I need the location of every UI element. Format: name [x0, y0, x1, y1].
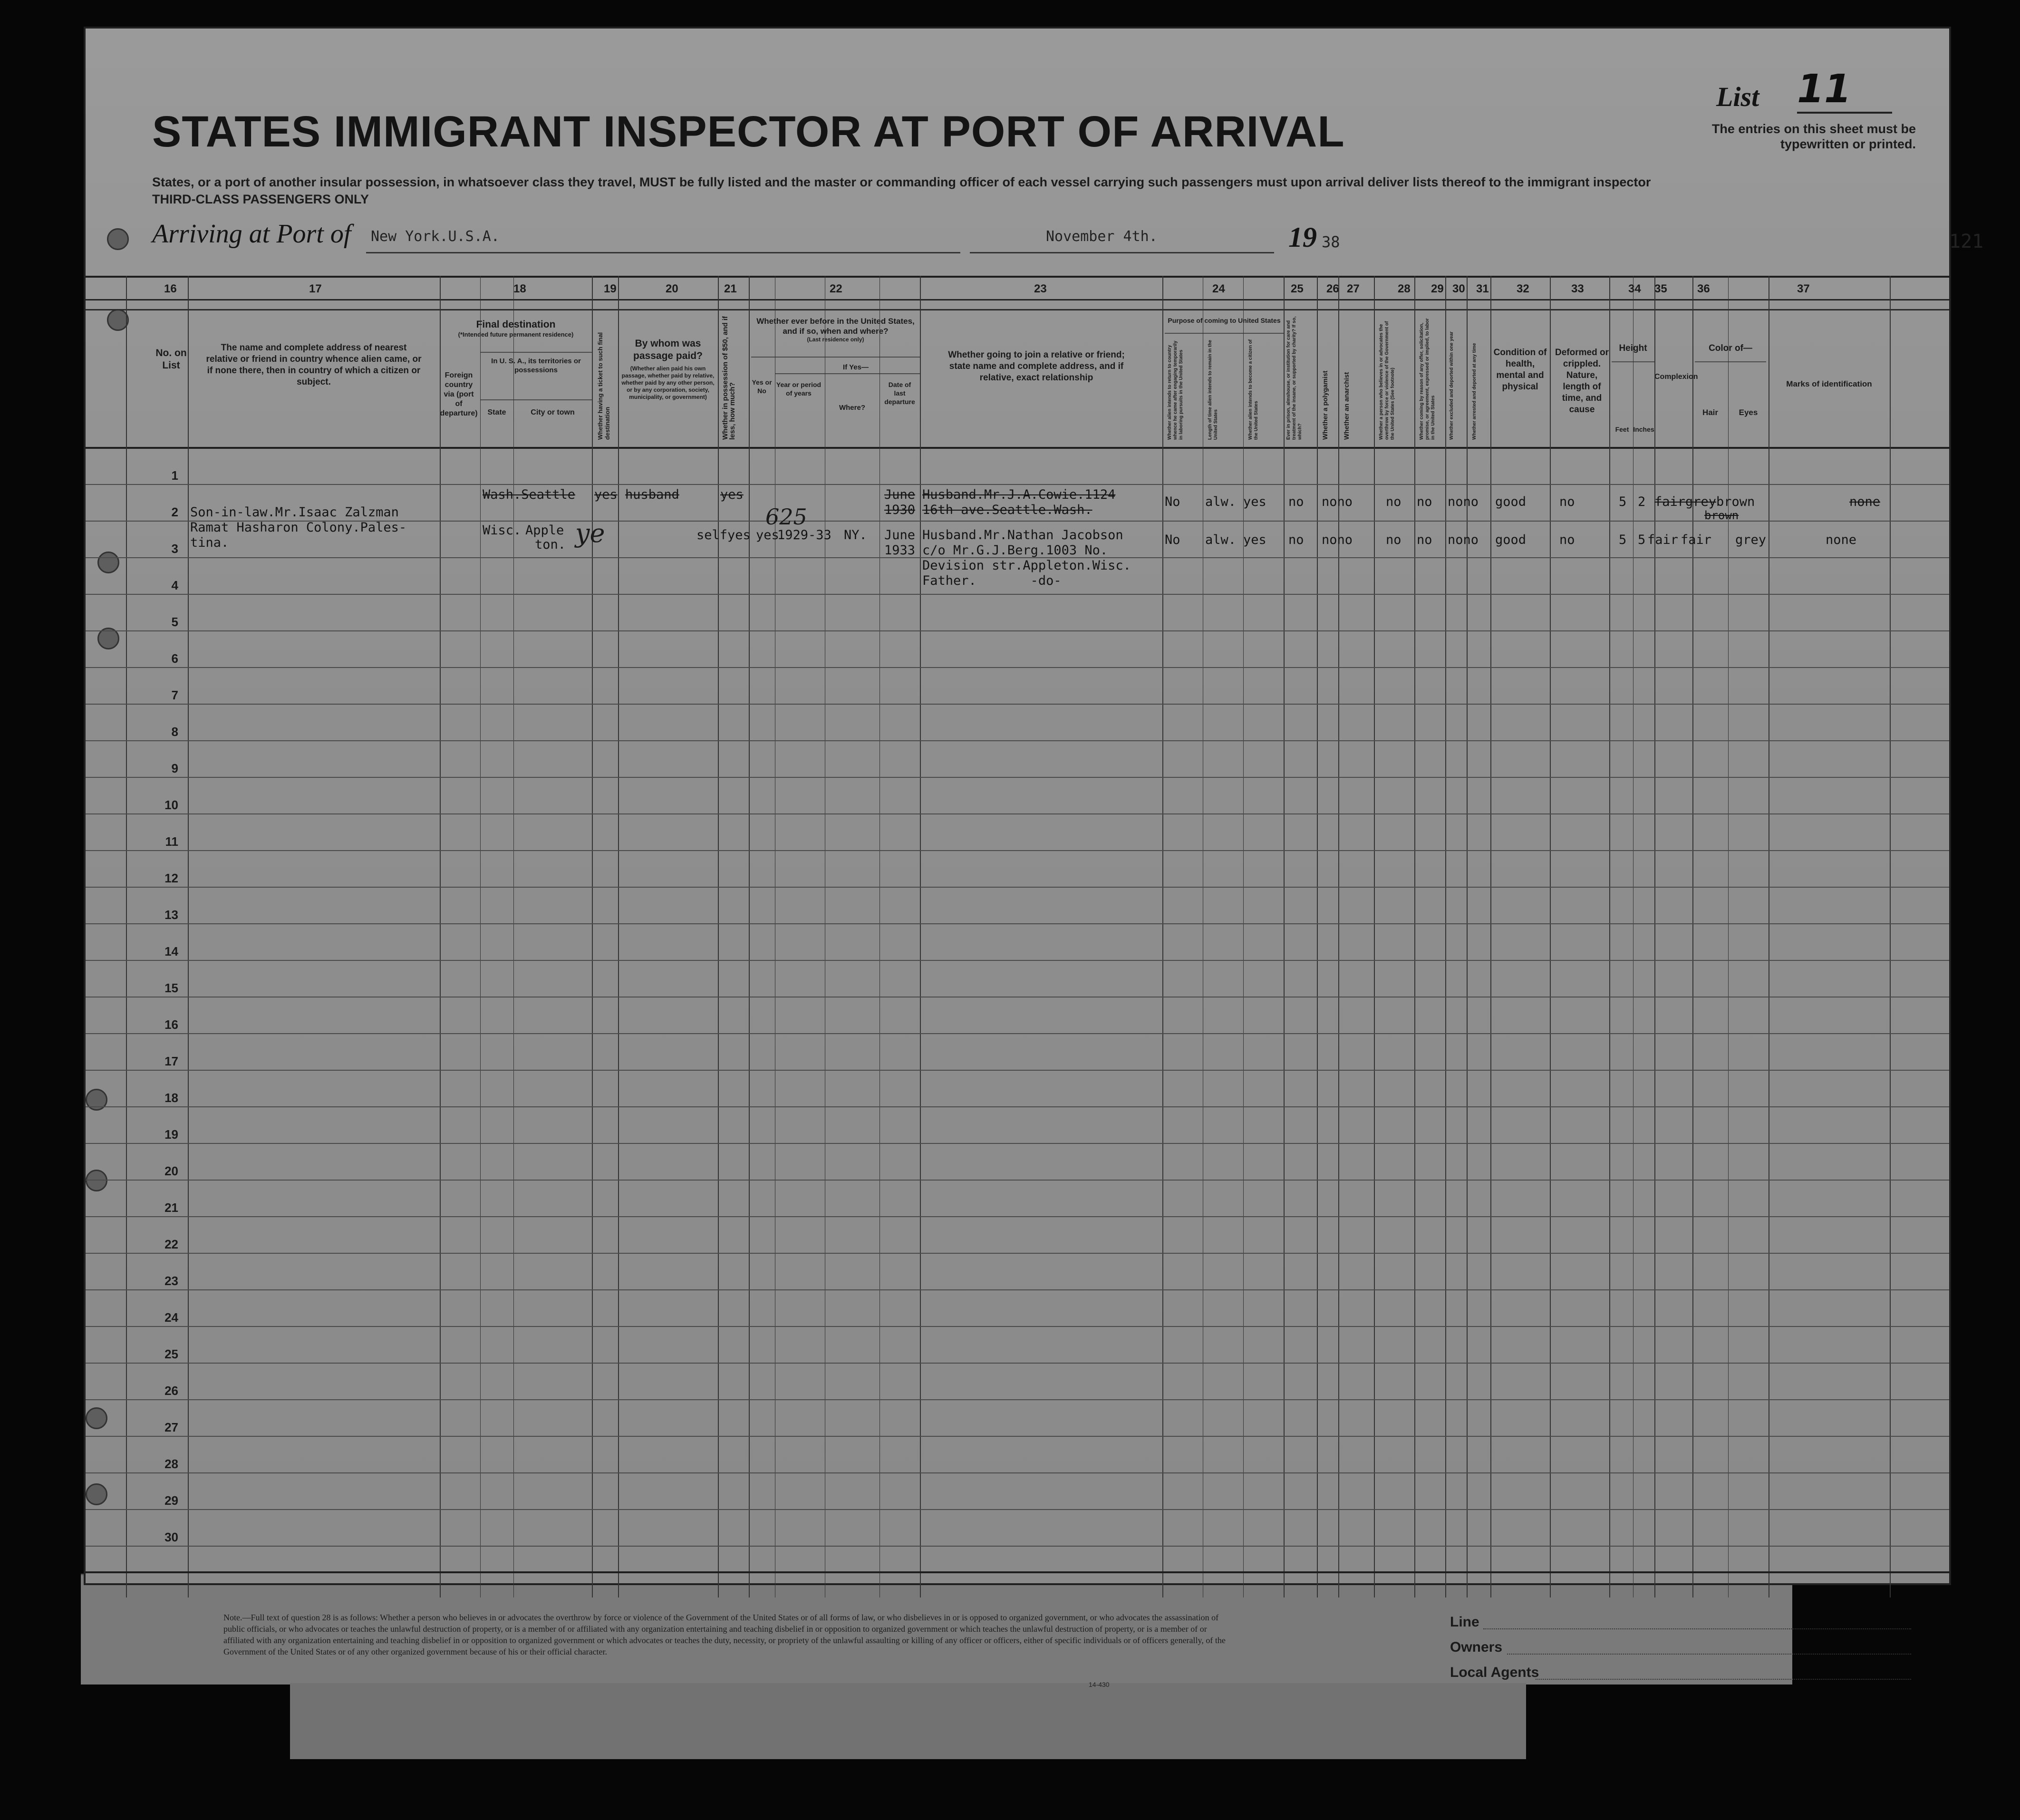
local-agents-label: Local Agents [1450, 1665, 1539, 1680]
passage-paid-title: By whom was passage paid? [633, 338, 703, 361]
header-ever-before [751, 316, 920, 343]
page-title: STATES IMMIGRANT INSPECTOR AT PORT OF ARRIVAL [152, 107, 1345, 156]
ever-before-title: Whether ever before in the United States, and if so, when and where? [756, 317, 915, 336]
row-number: 13 [164, 908, 178, 922]
row-rule [86, 1033, 1949, 1034]
row-rule [86, 1436, 1949, 1437]
punch-hole [86, 1483, 107, 1505]
r1-deformed: no [1559, 494, 1575, 509]
header-period: Year or period of years [776, 381, 822, 397]
r2-ticket-handwritten: ye [575, 518, 605, 548]
arrival-date: November 4th. [1046, 228, 1158, 245]
column-number: 36 [1697, 282, 1710, 295]
page-number: 121 [1949, 231, 1984, 252]
r2-last-departure: June [884, 528, 916, 542]
r2-complexion: fair [1647, 532, 1679, 547]
row-rule [86, 960, 1949, 961]
row-number: 26 [164, 1384, 178, 1398]
row-number: 1 [171, 468, 178, 483]
row-rule [86, 594, 1949, 595]
row-rule [86, 1289, 1949, 1290]
row-rule [86, 1216, 1949, 1217]
header-date-departure: Date of last departure [884, 381, 915, 406]
subheader-rule [86, 309, 1949, 310]
row-rule [86, 484, 1949, 485]
r1-citizen: yes [1243, 494, 1266, 509]
ever-before-note: (Last residence only) [807, 336, 864, 343]
row-rule [86, 630, 1949, 631]
row-rule [86, 740, 1949, 741]
column-number: 22 [830, 282, 842, 295]
column-number: 20 [666, 282, 678, 295]
header-arrested: Whether arrested and deported at any time [1472, 343, 1477, 440]
nearest-relative-line: tina. [190, 535, 229, 550]
row-rule [86, 1106, 1949, 1107]
header-city: City or town [531, 408, 575, 416]
r1-purpose: No [1165, 494, 1180, 509]
r2-last-departure: 1933 [884, 543, 916, 558]
r1-health: good [1495, 494, 1527, 509]
column-number: 27 [1347, 282, 1360, 295]
header-complexion: Complexion [1654, 373, 1698, 381]
row-rule [86, 777, 1949, 778]
header-excluded: Whether excluded and deported within one year [1449, 331, 1454, 440]
row-rule [86, 704, 1949, 705]
column-number: 32 [1517, 282, 1529, 295]
r2-prison: no [1288, 532, 1304, 547]
row-rule [86, 1070, 1949, 1071]
header-join-relative: Whether going to join a relative or friend; state name and complete address, and if relative, exact relationship [948, 350, 1125, 383]
r1-length-stay: alw. [1205, 494, 1237, 509]
header-overthrow: Whether a person who believes in or advocates the overthrow by force or violence of the Government of the United States (See footnote) [1379, 321, 1395, 440]
subheader-rule [480, 352, 592, 353]
r2-amount-handwritten: 625 [765, 504, 807, 530]
header-hair: Hair [1702, 408, 1719, 417]
agents-signature-line [1536, 1679, 1911, 1680]
date-underline [970, 252, 1274, 253]
header-feet: Feet [1615, 426, 1629, 433]
r1-excluded-arrested: nono [1448, 494, 1479, 509]
r1-overthrow: no [1386, 494, 1401, 509]
row-number: 5 [171, 615, 178, 629]
r2-join-relative: c/o Mr.G.J.Berg.1003 No. [922, 543, 1108, 558]
r1-join-relative: 16th ave.Seattle.Wash. [922, 503, 1092, 517]
column-number: 28 [1398, 282, 1411, 295]
r2-citizen: yes [1243, 532, 1266, 547]
row-rule [86, 887, 1949, 888]
subheader-rule [775, 373, 920, 374]
form-code: 14-430 [1089, 1681, 1110, 1688]
row-number: 28 [164, 1457, 178, 1471]
header-eyes: Eyes [1739, 408, 1758, 417]
row-number: 14 [164, 944, 178, 958]
column-number: 30 [1452, 282, 1465, 295]
subheader-rule [480, 399, 592, 400]
nearest-relative-line: Ramat Hasharon Colony.Pales- [190, 520, 407, 535]
port-underline [366, 252, 960, 253]
entries-note: The entries on this sheet must be typewritten or printed. [1711, 122, 1916, 151]
r2-ever-before: yes [756, 528, 779, 542]
row-rule [86, 923, 1949, 924]
r1-feet: 5 [1619, 494, 1627, 509]
r2-period: 1929-33 [777, 528, 831, 542]
row-number: 3 [171, 542, 178, 556]
punch-hole [86, 1089, 107, 1111]
punch-hole [86, 1170, 107, 1191]
header-height: Height [1619, 343, 1647, 353]
header-list-number: No. on List [155, 348, 187, 371]
r1-join-relative: Husband.Mr.J.A.Cowie.1124 [922, 487, 1116, 502]
row-number: 12 [164, 871, 178, 885]
header-final-destination [440, 319, 592, 339]
column-number: 24 [1212, 282, 1225, 295]
nearest-relative-line: Son-in-law.Mr.Isaac Zalzman [190, 505, 399, 520]
port-label: Arriving at Port of [152, 219, 351, 249]
row-number: 4 [171, 578, 178, 592]
row-rule [86, 813, 1949, 814]
r2-excluded-arrested: nono [1448, 532, 1479, 547]
row-number: 15 [164, 981, 178, 995]
subheader-rule [1165, 333, 1284, 334]
row-rule [86, 850, 1949, 851]
row-number: 17 [164, 1054, 178, 1068]
header-polygamist: Whether a polygamist [1321, 370, 1329, 440]
row-number: 8 [171, 725, 178, 739]
header-color-of: Color of— [1709, 343, 1752, 353]
line-label: Line [1450, 1614, 1479, 1630]
r2-join-relative: Husband.Mr.Nathan Jacobson [922, 528, 1123, 542]
r1-prison: no [1288, 494, 1304, 509]
r1-destination: Wash.Seattle [483, 487, 576, 502]
column-number: 21 [724, 282, 737, 295]
row-number: 19 [164, 1127, 178, 1142]
r2-join-relative: Father. -do- [922, 573, 1062, 588]
r2-hair: fair [1681, 532, 1712, 547]
header-ticket: Whether having a ticket to such final destination [597, 332, 611, 440]
header-fifty-dollars: Whether in possession of $50, and if less, how much? [721, 316, 736, 440]
r1-ticket: yes [594, 487, 618, 502]
question-28-note: Note.—Full text of question 28 is as follows: Whether a person who believes in or advocates the overthrow by force or violence of the Government of the United States or of all forms of law, or who disbelieves in or is opposed to organized government, or who advocates the assassination of public officials, or who advocates or teaches the unlawful destruction of property, or is a member of or affiliated with any organization entertaining and teaching disbelief in or opposition to organized government or which teaches the unlawful destruction of property, or is a member of or affiliated with any organization entertaining and teaching disbelief in or opposition to organized government or which advocates or teaches the duty, necessity, or propriety of the unlawful assaulting or killing of any officer or officers, either of specific individuals or of officers generally, of the Government of the United States or of any other organized government because of his or their official character. [223, 1613, 1226, 1656]
row-number: 18 [164, 1091, 178, 1105]
row-number: 11 [165, 834, 178, 849]
punch-hole [107, 228, 129, 250]
r2-fifty-dollars: yes [727, 528, 751, 542]
footer-rule [86, 1571, 1949, 1573]
row-rule [86, 667, 1949, 668]
r2-overthrow: no [1386, 532, 1401, 547]
column-number: 18 [513, 282, 526, 295]
r1-inches: 2 [1638, 494, 1646, 509]
class-line: THIRD-CLASS PASSENGERS ONLY [152, 192, 369, 206]
subheader-rule [751, 357, 920, 358]
list-label: List [1716, 81, 1759, 112]
r1-complexion: fair [1654, 494, 1686, 509]
row-rule [86, 1180, 1949, 1181]
header-anarchist: Whether an anarchist [1343, 372, 1350, 440]
header-length-stay: Length of time alien intends to remain in the United States [1208, 339, 1218, 440]
row-number: 21 [164, 1200, 178, 1215]
final-destination-title: Final destination [476, 319, 556, 330]
r1-polygamist-anarchist: nono [1322, 494, 1353, 509]
column-number: 37 [1797, 282, 1810, 295]
header-passage-paid [620, 338, 715, 401]
r1-hair: grey [1685, 494, 1717, 509]
header-state: State [487, 408, 506, 416]
column-number: 29 [1431, 282, 1444, 295]
header-labor-offer: Whether coming by reason of any offer, solicitation, promise, or agreement, expressed or implied, to labor in the United States [1419, 318, 1436, 440]
owners-label: Owners [1450, 1639, 1503, 1655]
r2-state: Wisc. [483, 523, 522, 538]
row-number: 16 [164, 1017, 178, 1032]
r1-eyes: brown [1716, 494, 1755, 509]
header-yes-no: Yes or No [752, 378, 772, 395]
r1-last-departure: 1930 [884, 503, 916, 517]
r2-passage-paid: self [696, 528, 728, 542]
r2-purpose: No [1165, 532, 1180, 547]
header-if-yes: If Yes— [843, 363, 869, 371]
row-number: 9 [171, 761, 178, 775]
row-rule [86, 1399, 1949, 1400]
column-number: 16 [164, 282, 177, 295]
subtitle-text: States, or a port of another insular possession, in whatsoever class they travel, MUST be fully listed and the master or commanding officer of each vessel carrying such passengers must upon arrival deliver lists thereof to the immigrant inspector [152, 175, 1651, 189]
punch-hole [86, 1407, 107, 1429]
list-number: 11 [1797, 67, 1892, 114]
r2-health: good [1495, 532, 1527, 547]
row-number: 22 [164, 1237, 178, 1251]
row-rule [86, 1143, 1949, 1144]
header-where: Where? [839, 404, 865, 412]
r2-deformed: no [1559, 532, 1575, 547]
column-number: 23 [1034, 282, 1047, 295]
r2-where: NY. [844, 528, 867, 542]
final-destination-note: (*Intended future permanent residence) [458, 331, 574, 338]
column-number: 17 [309, 282, 322, 295]
header-marks: Marks of identification [1786, 379, 1872, 388]
header-inches: Inches [1633, 426, 1654, 433]
header-purpose: Purpose of coming to United States [1168, 317, 1281, 324]
row-number: 2 [171, 505, 178, 519]
r2-join-relative: Devision str.Appleton.Wisc. [922, 558, 1131, 573]
line-signature-line [1483, 1628, 1911, 1629]
r2-marks: none [1826, 532, 1857, 547]
column-number: 35 [1654, 282, 1667, 295]
row-number: 29 [164, 1493, 178, 1508]
header-in-usa: In U. S. A., its territories or possessions [491, 357, 581, 374]
r1-marks: none [1849, 494, 1881, 509]
row-number: 7 [171, 688, 178, 702]
r1-eyes-correction: brown [1704, 509, 1739, 522]
column-number-row [86, 276, 1949, 300]
column-number: 33 [1571, 282, 1584, 295]
passage-paid-note: (Whether alien paid his own passage, whether paid by relative, whether paid by any other person, or by any corporation, society, municipality, or government) [621, 365, 715, 400]
page-subtitle [152, 174, 1673, 208]
row-number: 24 [164, 1310, 178, 1325]
column-number: 31 [1476, 282, 1489, 295]
header-foreign-country: Foreign country via (port of departure) [440, 371, 478, 417]
row-number: 23 [164, 1274, 178, 1288]
punch-hole [97, 552, 119, 573]
row-rule [86, 1363, 1949, 1364]
row-number: 25 [164, 1347, 178, 1361]
row-rule [86, 1326, 1949, 1327]
year-prefix: 19 [1288, 222, 1317, 253]
header-health: Condition of health, mental and physical [1493, 348, 1547, 392]
column-number: 34 [1628, 282, 1641, 295]
header-bottom-rule [86, 447, 1949, 449]
row-rule [86, 1253, 1949, 1254]
row-number: 27 [164, 1420, 178, 1434]
subheader-rule [1695, 361, 1766, 362]
r2-labor-offer: no [1417, 532, 1432, 547]
header-return-intent: Whether alien intends to return to country whence he came after engaging temporarily in laboring pursuits in the United States [1167, 340, 1184, 440]
header-nearest-relative: The name and complete address of nearest relative or friend in country whence alien came, or if none there, then in country of which a citizen or subject. [206, 343, 422, 387]
underlying-page-lower [290, 1683, 1526, 1759]
row-number: 6 [171, 651, 178, 666]
column-number: 25 [1291, 282, 1304, 295]
column-number: 19 [604, 282, 617, 295]
r2-city: Apple [525, 523, 564, 538]
header-citizen-intent: Whether alien intends to become a citizen of the United States [1248, 339, 1259, 440]
r1-fifty-dollars: yes [720, 487, 744, 502]
row-number: 20 [164, 1164, 178, 1178]
row-rule [86, 1472, 1949, 1473]
row-number: 30 [164, 1530, 178, 1544]
row-number: 10 [164, 798, 178, 812]
column-number: 26 [1326, 282, 1339, 295]
r2-city: ton. [535, 537, 566, 552]
row-rule [86, 1546, 1949, 1547]
r2-polygamist-anarchist: nono [1322, 532, 1353, 547]
port-value: New York.U.S.A. [371, 228, 500, 245]
manifest-sheet [86, 29, 1984, 1688]
r1-passage-paid: husband [625, 487, 679, 502]
year-suffix: 38 [1322, 233, 1340, 251]
r2-eyes: grey [1735, 532, 1767, 547]
r1-labor-offer: no [1417, 494, 1432, 509]
header-deformed: Deformed or crippled. Nature, length of time, and cause [1555, 348, 1609, 415]
r2-inches: 5 [1638, 532, 1646, 547]
r2-length-stay: alw. [1205, 532, 1237, 547]
header-prison: Ever in prison, almshouse, or institution for care and treatment of the insane, or supported by charity? If so, which? [1286, 316, 1303, 440]
r1-last-departure: June [884, 487, 916, 502]
r2-feet: 5 [1619, 532, 1627, 547]
owners-signature-line [1507, 1654, 1911, 1655]
row-rule [86, 1509, 1949, 1510]
